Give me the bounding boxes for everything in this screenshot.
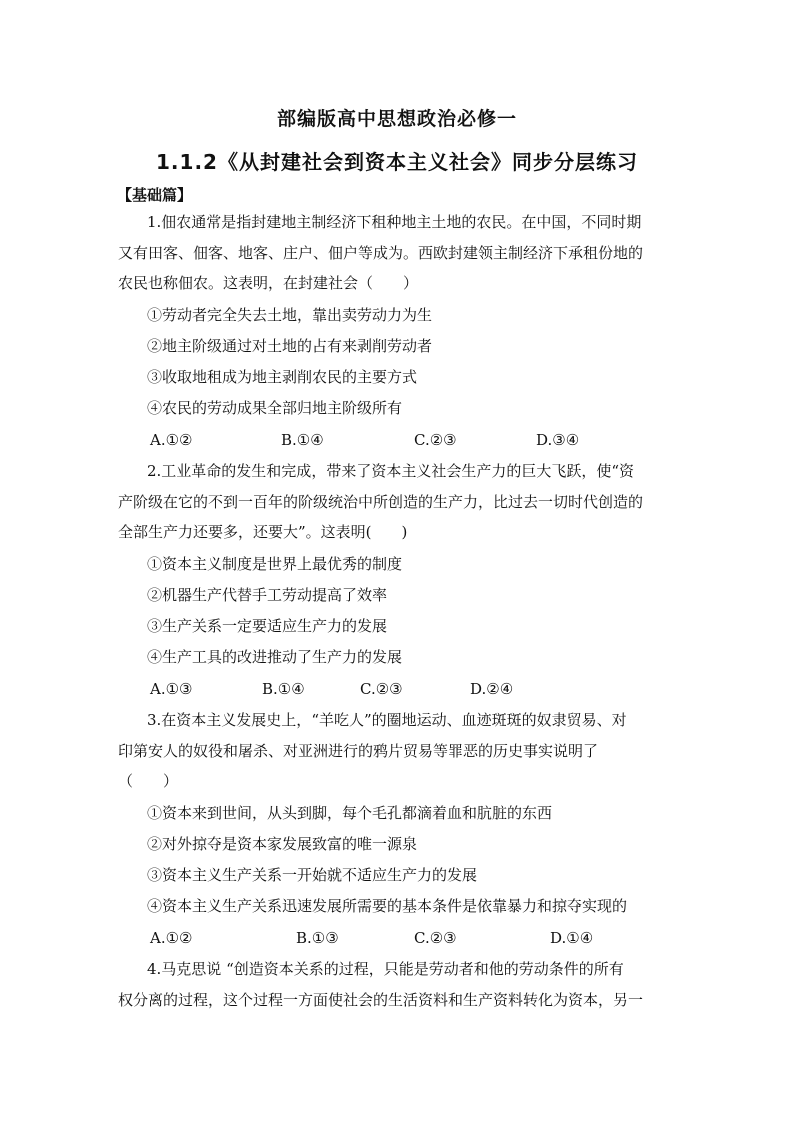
q1-stem-line: 农民也称佃农。这表明，在封建社会（ ） (118, 274, 419, 292)
section-heading: 【基础篇】 (117, 186, 193, 204)
q3-stem-line: 印第安人的奴役和屠杀、对亚洲进行的鸦片贸易等罪恶的历史事实说明了 (118, 742, 599, 760)
q3-statement: ③资本主义生产关系一开始就不适应生产力的发展 (147, 866, 478, 884)
document-title: 部编版高中思想政治必修一 (276, 108, 517, 130)
q1-option-a: A.①② (150, 431, 193, 449)
q2-statement: ②机器生产代替手工劳动提高了效率 (147, 586, 388, 604)
q1-option-d: D.③④ (536, 431, 580, 449)
q2-option-b: B.①④ (262, 680, 305, 698)
q3-statement: ④资本主义生产关系迅速发展所需要的基本条件是依靠暴力和掠夺实现的 (147, 897, 628, 915)
q3-option-c: C.②③ (414, 929, 457, 947)
q2-statement: ①资本主义制度是世界上最优秀的制度 (147, 555, 403, 573)
q2-stem-line: 2.工业革命的发生和完成，带来了资本主义社会生产力的巨大飞跃，使“资 (147, 462, 634, 480)
q1-option-c: C.②③ (414, 431, 457, 449)
q1-option-b: B.①④ (281, 431, 324, 449)
q3-statement: ①资本来到世间，从头到脚，每个毛孔都滴着血和肮脏的东西 (147, 804, 553, 822)
q2-option-a: A.①③ (150, 680, 193, 698)
q1-statement: ④农民的劳动成果全部归地主阶级所有 (147, 399, 403, 417)
q3-option-a: A.①② (150, 929, 193, 947)
q2-option-d: D.②④ (470, 680, 514, 698)
q3-statement: ②对外掠夺是资本家发展致富的唯一源泉 (147, 835, 418, 853)
q2-statement: ③生产关系一定要适应生产力的发展 (147, 617, 388, 635)
q4-stem-line: 4.马克思说 “创造资本关系的过程，只能是劳动者和他的劳动条件的所有 (147, 960, 624, 978)
q1-stem-line: 又有田客、佃客、地客、庄户、佃户等成为。西欧封建领主制经济下承租份地的 (118, 244, 644, 262)
q3-stem-line: 3.在资本主义发展史上，“羊吃人”的圈地运动、血迹斑斑的奴隶贸易、对 (147, 711, 627, 729)
document-subtitle: 1.1.2《从封建社会到资本主义社会》同步分层练习 (156, 150, 638, 174)
q2-stem-line: 产阶级在它的不到一百年的阶级统治中所创造的生产力，比过去一切时代创造的 (118, 493, 644, 511)
q3-option-b: B.①③ (296, 929, 339, 947)
q1-statement: ①劳动者完全失去土地，靠出卖劳动力为生 (147, 306, 433, 324)
q2-statement: ④生产工具的改进推动了生产力的发展 (147, 648, 403, 666)
q1-statement: ②地主阶级通过对土地的占有来剥削劳动者 (147, 337, 433, 355)
q1-stem-line: 1.佃农通常是指封建地主制经济下租种地主土地的农民。在中国，不同时期 (147, 213, 642, 231)
q3-stem-line: （ ） (118, 772, 179, 790)
q2-option-c: C.②③ (360, 680, 403, 698)
q1-statement: ③收取地租成为地主剥削农民的主要方式 (147, 368, 418, 386)
q4-stem-line: 权分离的过程，这个过程一方面使社会的生活资料和生产资料转化为资本，另一 (118, 991, 644, 1009)
q3-option-d: D.①④ (550, 929, 594, 947)
q2-stem-line: 全部生产力还要多，还要大”。这表明( ) (118, 523, 408, 541)
